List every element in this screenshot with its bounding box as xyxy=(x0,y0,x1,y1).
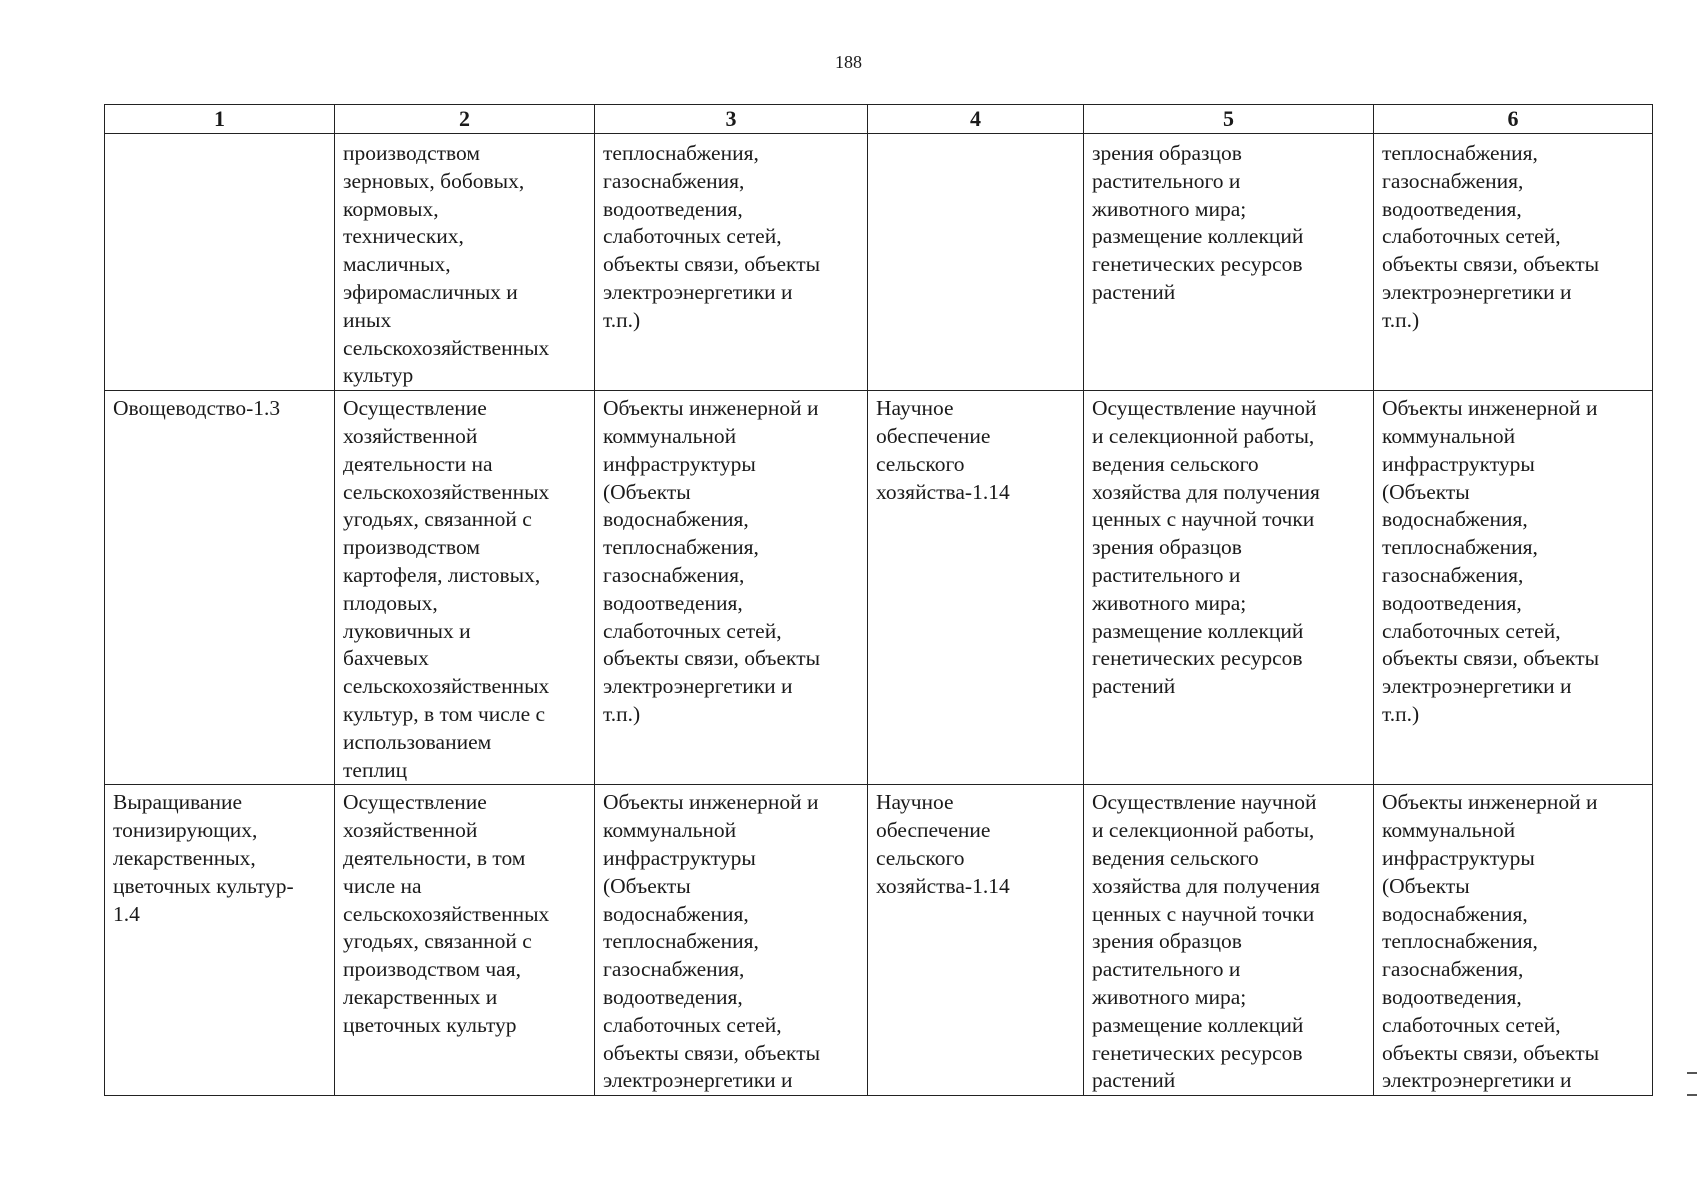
table-cell: производством зерновых, бобовых, кормовых, технических, масличных, эфиромасличных и иных сельскохозяйственных культур xyxy=(335,134,595,391)
table-cell: Объекты инженерной и коммунальной инфраструктуры (Объекты водоснабжения, теплоснабжения, газоснабжения, водоотведения, слаботочных сетей, объекты связи, объекты электроэнергетики и xyxy=(1374,785,1653,1096)
table-cell: Объекты инженерной и коммунальной инфраструктуры (Объекты водоснабжения, теплоснабжения, газоснабжения, водоотведения, слаботочных сетей, объекты связи, объекты электроэнергетики и т.п.) xyxy=(1374,391,1653,785)
table-cell: Осуществление научной и селекционной работы, ведения сельского хозяйства для получения ценных с научной точки зрения образцов растительного и животного мира; размещение коллекций генетических ресурсов растений xyxy=(1084,785,1374,1096)
column-header-4: 4 xyxy=(868,105,1084,134)
table-row xyxy=(105,391,1653,785)
table-cell: Научное обеспечение сельского хозяйства-1.14 xyxy=(868,785,1084,1096)
column-header-6: 6 xyxy=(1374,105,1653,134)
table-cell: зрения образцов растительного и животного мира; размещение коллекций генетических ресурсов растений xyxy=(1084,134,1374,391)
table-cell: Овощеводство-1.3 xyxy=(105,391,335,785)
table-cell: Научное обеспечение сельского хозяйства-1.14 xyxy=(868,391,1084,785)
table-cell: Осуществление хозяйственной деятельности, в том числе на сельскохозяйственных угодьях, связанной с производством чая, лекарственных и цветочных культур xyxy=(335,785,595,1096)
table-cell xyxy=(868,134,1084,391)
table-cell: Осуществление научной и селекционной работы, ведения сельского хозяйства для получения ценных с научной точки зрения образцов растительного и животного мира; размещение коллекций генетических ресурсов растений xyxy=(1084,391,1374,785)
column-header-2: 2 xyxy=(335,105,595,134)
table-cell: теплоснабжения, газоснабжения, водоотведения, слаботочных сетей, объекты связи, объекты электроэнергетики и т.п.) xyxy=(595,134,868,391)
scan-edge-mark xyxy=(1687,1072,1697,1096)
table-cell: Выращивание тонизирующих, лекарственных, цветочных культур- 1.4 xyxy=(105,785,335,1096)
column-header-1: 1 xyxy=(105,105,335,134)
table-cell: Объекты инженерной и коммунальной инфраструктуры (Объекты водоснабжения, теплоснабжения, газоснабжения, водоотведения, слаботочных сетей, объекты связи, объекты электроэнергетики и xyxy=(595,785,868,1096)
table-row xyxy=(105,785,1653,1096)
table-cell: Осуществление хозяйственной деятельности на сельскохозяйственных угодьях, связанной с производством картофеля, листовых, плодовых, луковичных и бахчевых сельскохозяйственных культур, в том числе с использованием теплиц xyxy=(335,391,595,785)
land-use-table xyxy=(104,104,1653,1096)
table-cell: теплоснабжения, газоснабжения, водоотведения, слаботочных сетей, объекты связи, объекты электроэнергетики и т.п.) xyxy=(1374,134,1653,391)
table-row xyxy=(105,134,1653,391)
column-header-3: 3 xyxy=(595,105,868,134)
column-header-5: 5 xyxy=(1084,105,1374,134)
table-cell xyxy=(105,134,335,391)
page-number: 188 xyxy=(835,52,862,72)
table-cell: Объекты инженерной и коммунальной инфраструктуры (Объекты водоснабжения, теплоснабжения, газоснабжения, водоотведения, слаботочных сетей, объекты связи, объекты электроэнергетики и т.п.) xyxy=(595,391,868,785)
table-header-row xyxy=(105,105,1653,134)
